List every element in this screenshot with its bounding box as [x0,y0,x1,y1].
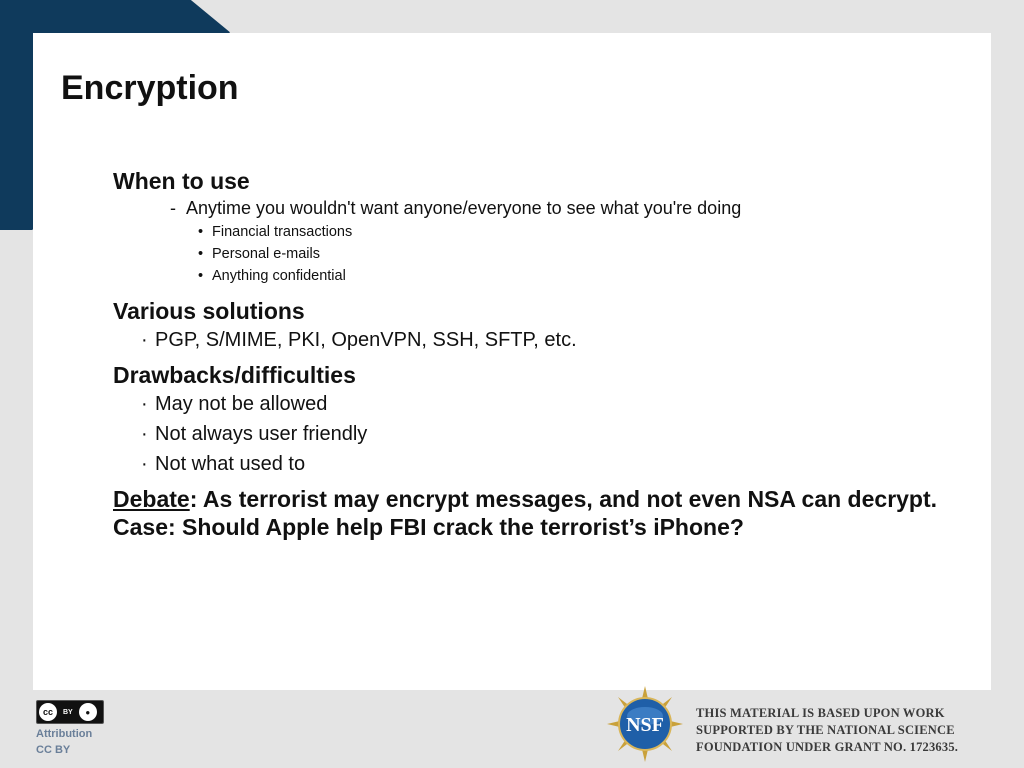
list-item [113,419,953,449]
list-item [113,325,953,355]
attribution-label: Attribution [36,728,93,740]
bullet-icon: • [198,224,204,240]
list-item [113,449,953,479]
debate-text: : As terrorist may encrypt messages, and not even NSA can decrypt. Case: Should Apple help FBI crack the terrorist’s iPhone? [113,486,938,540]
heading-drawbacks: Drawbacks/difficulties [113,362,356,388]
list-item [113,243,953,265]
bullet-icon: • [198,268,204,284]
dash-bullet: - [170,198,176,218]
slide-title: Encryption [61,69,239,107]
cc-icon: cc [39,703,57,721]
statement-line: THIS MATERIAL IS BASED UPON WORK [696,706,945,720]
heading-when-to-use: When to use [113,168,250,194]
bullet-icon: · [141,453,148,475]
list-item-text: Not what used to [155,453,306,475]
slide-content [113,167,953,541]
statement-line: FOUNDATION UNDER GRANT NO. 1723635. [696,740,959,754]
list-item-text: Financial transactions [212,224,353,240]
debate-paragraph [113,485,953,541]
license-block [36,700,116,759]
list-item-text: PGP, S/MIME, PKI, OpenVPN, SSH, SFTP, etc. [155,329,577,351]
heading-various-solutions: Various solutions [113,298,305,324]
cc-license-badge [36,700,104,724]
bullet-icon: · [141,393,148,415]
list-item-text: Not always user friendly [155,423,368,445]
list-item [113,389,953,419]
bullet-icon: • [198,246,204,262]
cc-by-label: CC BY [36,744,71,756]
bullet-icon: · [141,329,148,351]
list-item-text: Anytime you wouldn't want anyone/everyone to see what you're doing [186,198,742,218]
list-item [113,265,953,287]
list-item-text: Personal e-mails [212,246,320,262]
slide-panel [33,33,991,690]
list-item-text: Anything confidential [212,268,346,284]
nsf-logo-text: NSF [626,714,664,736]
debate-label: Debate [113,486,190,512]
list-item-text: May not be allowed [155,393,328,415]
nsf-logo [606,685,684,763]
by-label: BY [63,708,73,716]
statement-line: SUPPORTED BY THE NATIONAL SCIENCE [696,723,955,737]
nsf-grant-statement [696,705,1016,756]
bullet-icon: · [141,423,148,445]
list-item [113,221,953,243]
person-icon: ● [79,703,97,721]
list-item [113,195,953,221]
